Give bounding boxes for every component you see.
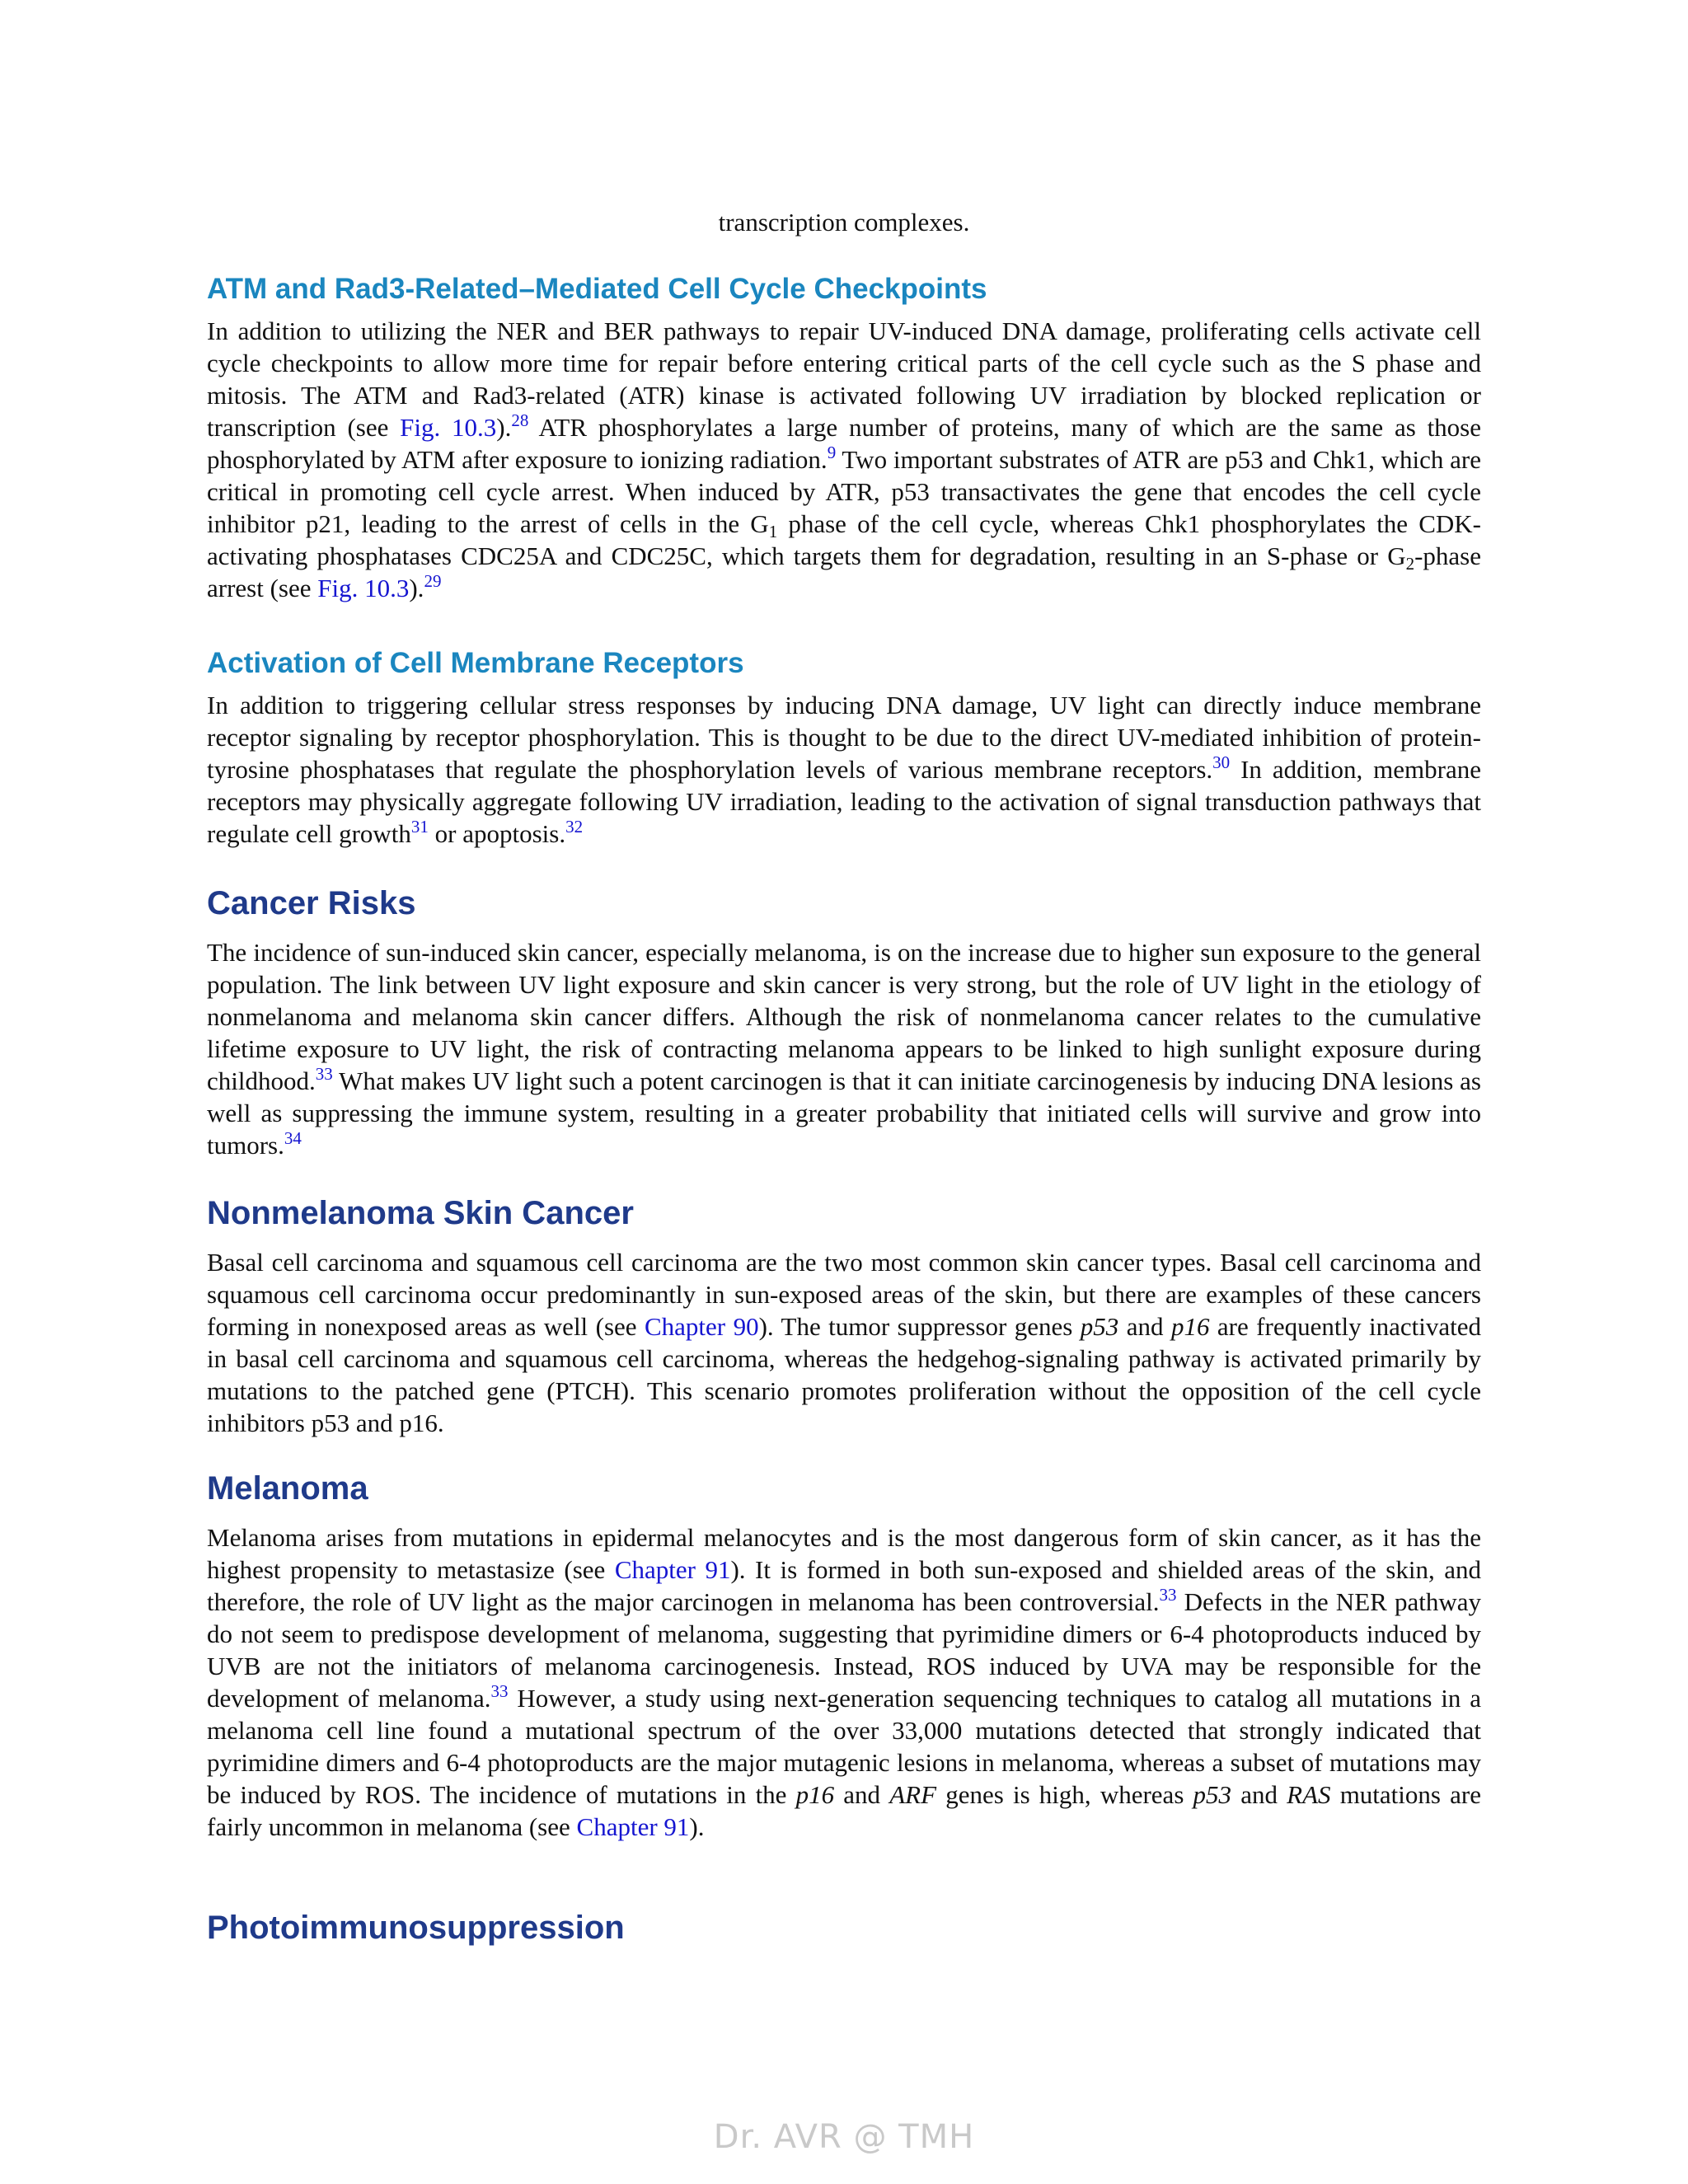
reference-link[interactable]: 33 bbox=[1159, 1585, 1177, 1605]
text: In addition to utilizing the NER and BER pathways to repair UV-induced DNA damage, proliferating cells activate cell cycle checkpoints to allow more time for repair before entering critical parts of the cell cycle such as the S phase and mitosis. The ATM and Rad3-related (ATR) kinase is activated following UV irradiation by blocked replication or transcription (see bbox=[207, 316, 1481, 442]
paragraph bbox=[207, 1521, 1481, 1843]
section-heading: Photoimmunosuppression bbox=[207, 1910, 625, 1946]
reference-link[interactable]: 33 bbox=[315, 1064, 333, 1084]
subscript: 2 bbox=[1405, 554, 1415, 574]
text: or apoptosis. bbox=[428, 819, 566, 848]
text: mutations are fairly uncommon in melanoma (see bbox=[207, 1780, 1481, 1841]
watermark: Dr. AVR @ TMH bbox=[713, 2118, 975, 2156]
section-heading: Melanoma bbox=[207, 1470, 368, 1507]
text: are frequently inactivated in basal cell carcinoma and squamous cell carcinoma, whereas the hedgehog-signaling pathway is activated primarily by mutations to the patched gene (PTCH). This scenario promotes proliferation without the opposition of the cell cycle inhibitors p53 and p16. bbox=[207, 1312, 1482, 1437]
chapter-link[interactable]: Chapter 91 bbox=[576, 1812, 690, 1841]
section-cancer-risks bbox=[207, 882, 1481, 1161]
section-heading: Cancer Risks bbox=[207, 885, 416, 921]
reference-link[interactable]: 31 bbox=[410, 817, 429, 837]
gene-name: ARF bbox=[889, 1780, 937, 1809]
reference-link[interactable]: 32 bbox=[565, 817, 584, 837]
text: However, a study using next-generation sequencing techniques to catalog all mutations in a melanoma cell line found a mutational spectrum of the over 33,000 mutations detected that strongly indicated that pyrimidine dimers and 6-4 photoproducts are the major mutagenic lesions in melanoma, whereas a subset of mutations may be induced by ROS. The incidence of mutations in the bbox=[207, 1684, 1481, 1809]
section-atr-checkpoints bbox=[207, 270, 1481, 604]
text: ). bbox=[496, 413, 512, 442]
paragraph bbox=[207, 315, 1481, 604]
paragraph bbox=[207, 936, 1481, 1161]
section-nonmelanoma bbox=[207, 1192, 1481, 1439]
gene-name: p16 bbox=[795, 1780, 835, 1809]
text: genes is high, whereas bbox=[936, 1780, 1193, 1809]
text: and bbox=[1118, 1312, 1171, 1341]
text: ). The tumor suppressor genes bbox=[758, 1312, 1081, 1341]
text: Basal cell carcinoma and squamous cell carcinoma are the two most common skin cancer types. Basal cell carcinoma and squamous cell carcinoma occur predominantly in sun-exposed areas of the skin, but there are examples of these cancers forming in nonexposed areas as well (see bbox=[207, 1248, 1481, 1341]
text: In addition to triggering cellular stress responses by inducing DNA damage, UV light can directly induce membrane receptor signaling by receptor phosphorylation. This is thought to be due to the direct UV-mediated inhibition of protein-tyrosine phosphatases that regulate the phosphorylation levels of various membrane receptors. bbox=[207, 691, 1481, 784]
text: ATR phosphorylates a large number of proteins, many of which are the same as those phosphorylated by ATM after exposure to ionizing radiation. bbox=[207, 413, 1482, 474]
text: What makes UV light such a potent carcinogen is that it can initiate carcinogenesis by inducing DNA lesions as well as suppressing the immune system, resulting in a greater probability that initiated cells will survive and grow into tumors. bbox=[207, 1066, 1481, 1160]
text: ). It is formed in both sun-exposed and shielded areas of the skin, and therefore, the role of UV light as the major carcinogen in melanoma has been controversial. bbox=[207, 1555, 1481, 1616]
text: ). bbox=[409, 574, 424, 602]
text: Two important substrates of ATR are p53 and Chk1, which are critical in promoting cell cycle arrest. When induced by ATR, p53 transactivates the gene that encodes the cell cycle inhibitor p21, leading to the arrest of cells in the G bbox=[207, 445, 1481, 538]
figure-link[interactable]: Fig. 10.3 bbox=[400, 413, 497, 442]
figure-link[interactable]: Fig. 10.3 bbox=[317, 574, 410, 602]
reference-link[interactable]: 29 bbox=[424, 571, 442, 591]
reference-link[interactable]: 9 bbox=[827, 443, 837, 462]
reference-link[interactable]: 30 bbox=[1212, 752, 1231, 772]
gene-name: p16 bbox=[1170, 1312, 1210, 1341]
section-heading: Nonmelanoma Skin Cancer bbox=[207, 1195, 634, 1231]
paragraph bbox=[207, 1246, 1481, 1439]
text: Melanoma arises from mutations in epidermal melanocytes and is the most dangerous form of skin cancer, as it has the highest propensity to metastasize (see bbox=[207, 1523, 1481, 1584]
text: In addition, membrane receptors may physically aggregate following UV irradiation, leading to the activation of signal transduction pathways that regulate cell growth bbox=[207, 755, 1481, 848]
chapter-link[interactable]: Chapter 90 bbox=[644, 1312, 759, 1341]
section-heading: ATM and Rad3-Related–Mediated Cell Cycle Checkpoints bbox=[207, 273, 987, 305]
text: -phase arrest (see bbox=[207, 541, 1481, 602]
section-photoimmunosuppression bbox=[207, 1906, 1481, 1949]
text: Defects in the NER pathway do not seem to predispose development of melanoma, suggesting that pyrimidine dimers or 6-4 photoproducts induced by UVB are not the initiators of melanoma carcinogenesis. Instead, ROS induced by UVA may be responsible for the development of melanoma. bbox=[207, 1587, 1481, 1713]
text: ). bbox=[689, 1812, 705, 1841]
reference-link[interactable]: 33 bbox=[490, 1681, 509, 1701]
gene-name: RAS bbox=[1287, 1780, 1331, 1809]
reference-link[interactable]: 34 bbox=[284, 1128, 302, 1148]
text: and bbox=[834, 1780, 890, 1809]
section-heading: Activation of Cell Membrane Receptors bbox=[207, 647, 744, 679]
subscript: 1 bbox=[768, 522, 778, 541]
text: phase of the cell cycle, whereas Chk1 phosphorylates the CDK-activating phosphatases CDC25A and CDC25C, which targets them for degradation, resulting in an S-phase or G bbox=[207, 509, 1481, 570]
paragraph bbox=[207, 689, 1481, 850]
reference-link[interactable]: 28 bbox=[511, 410, 529, 430]
text: and bbox=[1231, 1780, 1287, 1809]
chapter-link[interactable]: Chapter 91 bbox=[614, 1555, 731, 1584]
section-membrane-receptors bbox=[207, 644, 1481, 850]
gene-name: p53 bbox=[1080, 1312, 1119, 1341]
gene-name: p53 bbox=[1193, 1780, 1232, 1809]
section-melanoma bbox=[207, 1467, 1481, 1843]
figure-caption-tail: transcription complexes. bbox=[718, 208, 970, 237]
text: The incidence of sun-induced skin cancer, especially melanoma, is on the increase due to higher sun exposure to the general population. The link between UV light exposure and skin cancer is very strong, but the role of UV light in the etiology of nonmelanoma and melanoma skin cancer differs. Although the risk of nonmelanoma cancer relates to the cumulative lifetime exposure to UV light, the risk of contracting melanoma appears to be linked to high sunlight exposure during childhood. bbox=[207, 938, 1481, 1095]
